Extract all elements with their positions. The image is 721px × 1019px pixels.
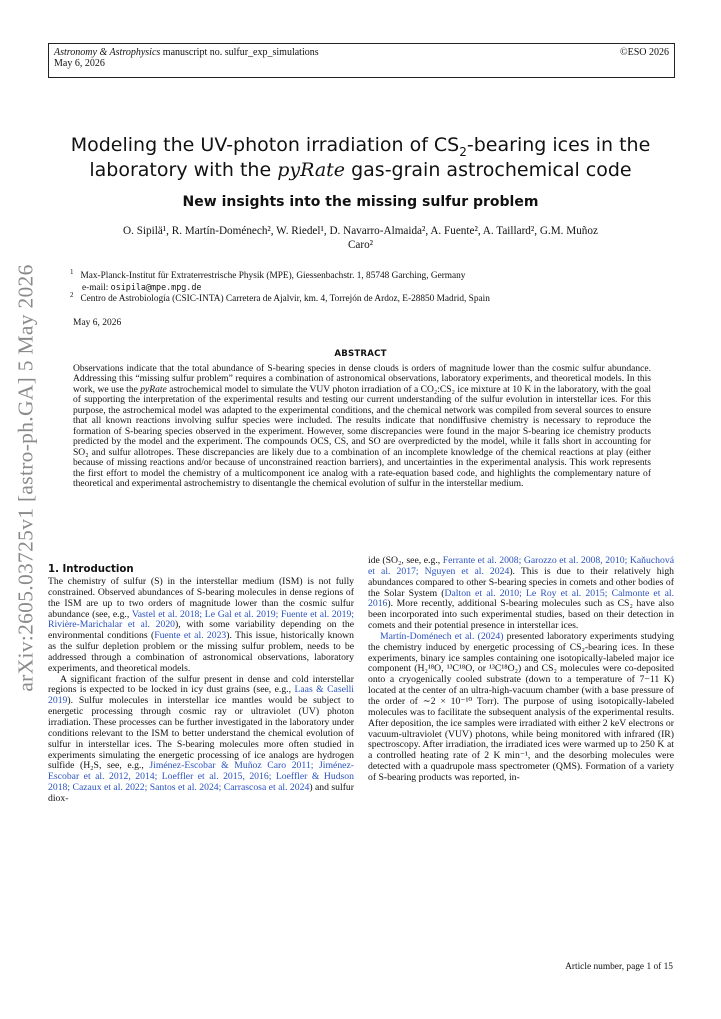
- affiliation-2: Centro de Astrobiología (CSIC-INTA) Carretera de Ajalvir, km. 4, Torrejón de Ardoz, E-28850 Madrid, Spain: [80, 294, 490, 305]
- paragraph: [368, 556, 674, 632]
- paragraph: [48, 577, 354, 675]
- header-box: [48, 43, 675, 78]
- title-text-1: Modeling the UV-photon irradiation of CS: [70, 134, 460, 156]
- title-text-2: -bearing ices in the: [466, 134, 651, 156]
- body-column-right: [368, 556, 674, 784]
- arxiv-sidebar: [6, 264, 46, 692]
- abstract-part-1: Observations indicate that the total abundance of S-bearing species in dense clouds is orders of magnitude lower than the cosmic sulfur abundance. Addressing this “missing sulfur problem” requires a combination of astronomical observations, laboratory experiments, and theoretical models. In this work, we use the: [73, 363, 651, 395]
- email-link[interactable]: osipila@mpe.mpg.de: [110, 282, 202, 293]
- title-text-3: laboratory with the: [89, 159, 278, 181]
- header-date: May 6, 2026: [54, 58, 105, 69]
- journal-name: Astronomy & Astrophysics: [54, 47, 161, 58]
- arxiv-id: arXiv:2605.03725v1 [astro-ph.GA] 5 May 2026: [13, 264, 38, 692]
- citation-link[interactable]: Jiménez-Escobar & Muñoz Caro 2011; Jiménez-Escobar et al. 2012, 2014; Loeffler et al. 2015, 2016; Loeffler & Hudson 2018; Cazaux et al. 2022; Santos et al. 2024; Carrascosa et al. 2024: [48, 760, 354, 794]
- author-list: [48, 224, 673, 252]
- citation-link[interactable]: Laas & Caselli 2019: [48, 684, 355, 707]
- email-label: e-mail:: [82, 283, 111, 294]
- title-subscript: 2: [459, 144, 467, 159]
- paragraph: [368, 632, 674, 784]
- abstract-code-name: pyRate: [140, 383, 167, 395]
- section-heading-introduction: 1. Introduction: [48, 564, 134, 575]
- citation-link[interactable]: Martín-Doménech et al. (2024): [380, 630, 504, 642]
- text: A significant fraction of the sulfur present in dense and cold interstellar regions is expected to be locked in icy dust grains (see, e.g.,: [48, 673, 354, 696]
- affiliation-1: Max-Planck-Institut für Extraterrestrische Physik (MPE), Giessenbachstr. 1, 85748 Garching, Germany: [80, 271, 466, 281]
- text: ). Sulfur molecules in interstellar ice mantles would be subject to energetic processing through cosmic ray or ultraviolet (UV) photon irradiation. These processes can be further investigated in the laboratory under conditions relevant to the ISM to better understand the chemical evolution of sulfur in interstellar ices. The S-bearing molecules more often studied in experiments simulating the energetic processing of ice analogs are hydrogen sulfide (H₂S, see, e.g.,: [48, 695, 354, 772]
- title-code-name: pyRate: [277, 159, 346, 181]
- authors-line-1: O. Sipilä¹, R. Martín-Doménech², W. Riedel¹, D. Navarro-Almaida², A. Fuente², A. Taillard², G.M. Muñoz: [123, 225, 598, 237]
- page-footer: Article number, page 1 of 15: [565, 962, 673, 972]
- text: ) and sulfur diox-: [48, 782, 354, 804]
- text: ). More recently, additional S-bearing molecules such as CS₂ have also been incorporated into such experimental studies, based on their detection in comets and their potential presence in interstellar ices.: [368, 598, 674, 632]
- text: presented laboratory experiments studying the chemistry induced by energetic processing of CS₂-bearing ices. In these experiments, binary ice samples containing one isotopically-labeled major ice component (H₂¹⁸O, ¹³C¹⁸O, or ¹³C¹⁸O₂) and CS₂ molecules were co-deposited onto a cryogenically cooled substrate (down to a temperature of 7−11 K) located at the center of an ultra-high-vacuum chamber (with a base pressure of the order of ∼2 × 10⁻¹⁰ Torr). The purpose of using isotopically-labeled molecules was to facilitate the subsequent analysis of the experimental results. After deposition, the ice samples were irradiated with either 2 keV electrons or vacuum-ultraviolet (VUV) photons, while being monitored with infrared (IR) spectroscopy. After irradiation, the irradiated ices were warmed up to 250 K at a controlled heating rate of 2 K min⁻¹, and the desorbing molecules were detected with a quadrupole mass spectrometer (QMS). Formation of a variety of S-bearing products was reported, in-: [368, 630, 674, 783]
- journal-header: [54, 47, 319, 69]
- paper-date: May 6, 2026: [73, 318, 122, 328]
- citation-link[interactable]: Fuente et al. 2023: [154, 630, 227, 642]
- citation-link[interactable]: Dalton et al. 2010; Le Roy et al. 2015; Calmonte et al. 2016: [368, 587, 674, 610]
- text: ). This issue, historically known as the sulfur depletion problem or the missing sulfur problem, needs to be addressed through a combination of astronomical observations, laboratory experiments, and theoretical models.: [48, 630, 354, 674]
- title-text-4: gas-grain astrochemical code: [345, 159, 632, 181]
- paragraph: [48, 675, 354, 805]
- paper-title: [48, 133, 673, 183]
- citation-link[interactable]: Vastel et al. 2018; Le Gal et al. 2019; Fuente et al. 2019; Rivière-Marichalar et al. 2020: [48, 608, 354, 631]
- text: ide (SO₂, see, e.g.,: [368, 555, 443, 566]
- abstract-text: [73, 364, 651, 489]
- text: The chemistry of sulfur (S) in the interstellar medium (ISM) is not fully constrained. Observed abundances of S-bearing molecules in dense regions of the ISM are up to two orders of magnitude lower than the cosmic sulfur abundance (see, e.g.,: [48, 576, 354, 620]
- paper-subtitle: New insights into the missing sulfur problem: [182, 194, 539, 210]
- affiliations: $^1$ Max-Planck-Institut für Extraterrestrische Physik (MPE), Giessenbachstr. 1, 85748 Garching, Germany e-mail: osipila@mpe.mpg.de $^2$ Centro de Astrobiología (CSIC-INTA) Carretera de Ajalvir, km. 4, Torrejón de Ardoz, E-28850 Madrid, Spain: [70, 267, 490, 305]
- text: ), with some variability depending on the environmental conditions (: [48, 619, 355, 642]
- body-column-left: [48, 577, 354, 805]
- text: ). This is due to their relatively high abundances compared to other S-bearing species in comets and other bodies of the Solar System (: [368, 565, 675, 599]
- citation-link[interactable]: Ferrante et al. 2008; Garozzo et al. 2008, 2010; Kaňuchová et al. 2017; Nguyen et al. 2024: [368, 555, 675, 577]
- copyright: ©ESO 2026: [620, 47, 669, 58]
- abstract-part-2: astrochemical model to simulate the VUV photon irradiation of a CO₂:CS₂ ice mixture at 10 K in the laboratory, with the goal of supporting the interpretation of the experimental results and testing our current understanding of the sulfur evolution in interstellar ices. For this purpose, the astrochemical model was adapted to the experimental conditions, and the chemical network was compiled from several sources to ensure that all known reactions involving sulfur species were included. The results indicate that nondiffusive chemistry is necessary to reproduce the formation of S-bearing species observed in the experiment. However, some discrepancies were found in the major S-bearing ice chemistry products predicted by the model and the experiment. The compounds OCS, CS, and SO are overpredicted by the model, while it falls short in accounting for SO₂ and sulfur allotropes. These discrepancies are likely due to a combination of an incomplete knowledge of the chemical reactions at play (either because of missing reactions and/or because of unconstrained reaction barriers), and uncertainties in the experimental analysis. This work represents the first effort to model the chemistry of a multicomponent ice analog with a rate-equation based code, and highlights the complementary nature of theoretical and experimental astrochemistry to disentangle the chemical evolution of sulfur in the interstellar medium.: [73, 383, 651, 489]
- manuscript-id: manuscript no. sulfur_exp_simulations: [160, 47, 319, 58]
- authors-line-2: Caro²: [347, 239, 374, 251]
- abstract-heading: ABSTRACT: [334, 349, 387, 359]
